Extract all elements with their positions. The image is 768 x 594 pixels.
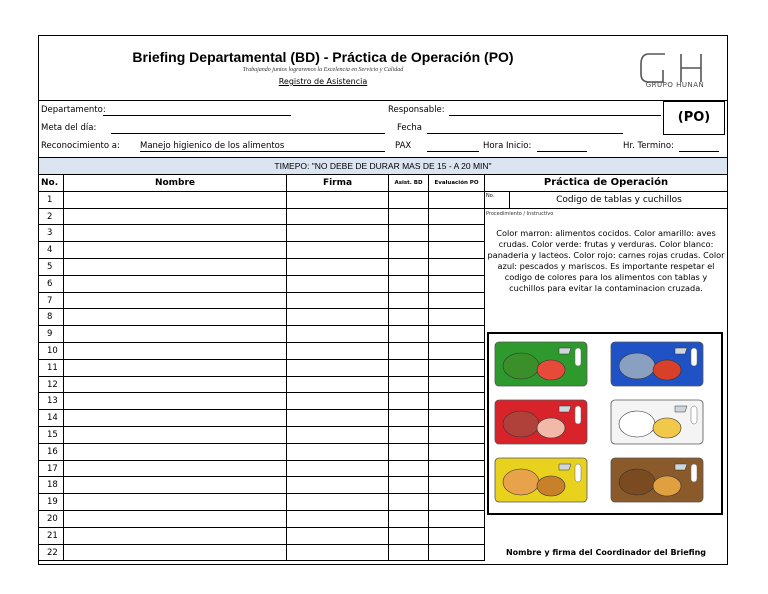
table-row bbox=[39, 477, 485, 494]
asist-cell[interactable] bbox=[389, 343, 429, 359]
practica-no-row bbox=[485, 192, 727, 209]
eval-cell[interactable] bbox=[429, 410, 485, 426]
nombre-cell[interactable] bbox=[64, 427, 287, 443]
table-row bbox=[39, 293, 485, 310]
nombre-cell[interactable] bbox=[64, 477, 287, 493]
row-number: 1 bbox=[39, 192, 64, 208]
fecha-field[interactable] bbox=[427, 133, 623, 134]
firma-cell[interactable] bbox=[287, 293, 389, 309]
firma-cell[interactable] bbox=[287, 545, 389, 561]
eval-cell[interactable] bbox=[429, 511, 485, 527]
po-box: (PO) bbox=[663, 101, 725, 135]
asist-cell[interactable] bbox=[389, 360, 429, 376]
eval-cell[interactable] bbox=[429, 528, 485, 544]
firma-cell[interactable] bbox=[287, 511, 389, 527]
nombre-cell[interactable] bbox=[64, 461, 287, 477]
eval-cell[interactable] bbox=[429, 477, 485, 493]
asist-cell[interactable] bbox=[389, 444, 429, 460]
header-firma: Firma bbox=[287, 175, 389, 191]
row-number: 15 bbox=[39, 427, 64, 443]
row-number: 5 bbox=[39, 259, 64, 275]
nombre-cell[interactable] bbox=[64, 259, 287, 275]
table-row bbox=[39, 461, 485, 478]
table-row bbox=[39, 225, 485, 242]
asist-cell[interactable] bbox=[389, 293, 429, 309]
hora-inicio-label: Hora Inicio: bbox=[483, 141, 532, 151]
firma-cell[interactable] bbox=[287, 528, 389, 544]
firma-cell[interactable] bbox=[287, 343, 389, 359]
asist-cell[interactable] bbox=[389, 494, 429, 510]
table-row bbox=[39, 326, 485, 343]
firma-cell[interactable] bbox=[287, 225, 389, 241]
nombre-cell[interactable] bbox=[64, 343, 287, 359]
nombre-cell[interactable] bbox=[64, 209, 287, 225]
firma-cell[interactable] bbox=[287, 360, 389, 376]
form-title: Briefing Departamental (BD) - Práctica de Operación (PO) bbox=[132, 49, 514, 65]
hora-inicio-field[interactable] bbox=[537, 151, 587, 152]
nombre-cell[interactable] bbox=[64, 444, 287, 460]
firma-cell[interactable] bbox=[287, 410, 389, 426]
nombre-cell[interactable] bbox=[64, 276, 287, 292]
eval-cell[interactable] bbox=[429, 293, 485, 309]
table-row bbox=[39, 528, 485, 545]
eval-cell[interactable] bbox=[429, 393, 485, 409]
eval-cell[interactable] bbox=[429, 360, 485, 376]
practica-no-label: No. bbox=[486, 193, 495, 199]
asist-cell[interactable] bbox=[389, 427, 429, 443]
asist-cell[interactable] bbox=[389, 528, 429, 544]
practica-description: Color marron: alimentos cocidos. Color amarillo: aves crudas. Color verde: frutas y verduras. Color blanco: panaderia y lacteos. Color rojo: carnes rojas crudas. Color azul: pescados y mariscos. Es importante respetar el codigo de colores para los alimentos con tablas y cuchillos para evitar la contaminacion cruzada. bbox=[487, 228, 725, 293]
table-row bbox=[39, 377, 485, 394]
procedimiento-label: Procedimiento / Instructivo bbox=[486, 211, 554, 217]
row-number: 4 bbox=[39, 242, 64, 258]
board-white bbox=[611, 400, 703, 444]
firma-cell[interactable] bbox=[287, 209, 389, 225]
eval-cell[interactable] bbox=[429, 192, 485, 208]
table-row bbox=[39, 209, 485, 226]
table-row bbox=[39, 276, 485, 293]
eval-cell[interactable] bbox=[429, 545, 485, 561]
practica-no-value: Codigo de tablas y cuchillos bbox=[509, 192, 728, 208]
firma-cell[interactable] bbox=[287, 326, 389, 342]
asist-cell[interactable] bbox=[389, 276, 429, 292]
board-blue bbox=[611, 342, 703, 386]
coordinador-signature-label: Nombre y firma del Coordinador del Briefing bbox=[505, 548, 707, 557]
asist-cell[interactable] bbox=[389, 192, 429, 208]
hr-termino-label: Hr. Termino: bbox=[623, 141, 674, 151]
firma-cell[interactable] bbox=[287, 444, 389, 460]
board-yellow bbox=[495, 458, 587, 502]
row-number: 20 bbox=[39, 511, 64, 527]
firma-cell[interactable] bbox=[287, 377, 389, 393]
eval-cell[interactable] bbox=[429, 427, 485, 443]
eval-cell[interactable] bbox=[429, 377, 485, 393]
row-number: 17 bbox=[39, 461, 64, 477]
responsable-label: Responsable: bbox=[388, 105, 445, 115]
asist-cell[interactable] bbox=[389, 511, 429, 527]
row-number: 11 bbox=[39, 360, 64, 376]
table-row bbox=[39, 393, 485, 410]
row-number: 21 bbox=[39, 528, 64, 544]
asist-cell[interactable] bbox=[389, 545, 429, 561]
nombre-cell[interactable] bbox=[64, 545, 287, 561]
table-row bbox=[39, 192, 485, 209]
hr-termino-field[interactable] bbox=[679, 151, 719, 152]
firma-cell[interactable] bbox=[287, 276, 389, 292]
table-row bbox=[39, 427, 485, 444]
nombre-cell[interactable] bbox=[64, 393, 287, 409]
row-number: 19 bbox=[39, 494, 64, 510]
asist-cell[interactable] bbox=[389, 410, 429, 426]
asist-cell[interactable] bbox=[389, 377, 429, 393]
nombre-cell[interactable] bbox=[64, 528, 287, 544]
asist-cell[interactable] bbox=[389, 242, 429, 258]
row-number: 7 bbox=[39, 293, 64, 309]
row-number: 13 bbox=[39, 393, 64, 409]
pax-field[interactable] bbox=[427, 151, 479, 152]
logo-text: GRUPO HUNAN bbox=[645, 81, 705, 89]
table-row bbox=[39, 444, 485, 461]
eval-cell[interactable] bbox=[429, 276, 485, 292]
practica-title: Práctica de Operación bbox=[485, 175, 727, 192]
eval-cell[interactable] bbox=[429, 444, 485, 460]
nombre-cell[interactable] bbox=[64, 225, 287, 241]
asist-cell[interactable] bbox=[389, 393, 429, 409]
registro-label: Registro de Asistencia bbox=[278, 77, 368, 86]
firma-cell[interactable] bbox=[287, 494, 389, 510]
row-number: 2 bbox=[39, 209, 64, 225]
row-number: 6 bbox=[39, 276, 64, 292]
table-row bbox=[39, 343, 485, 360]
header-asist: Asist. BD bbox=[389, 175, 429, 191]
asist-cell[interactable] bbox=[389, 477, 429, 493]
asist-cell[interactable] bbox=[389, 461, 429, 477]
table-row bbox=[39, 410, 485, 427]
header-no: No. bbox=[39, 175, 64, 191]
row-number: 12 bbox=[39, 377, 64, 393]
header-eval: Evaluación PO bbox=[429, 175, 485, 191]
nombre-cell[interactable] bbox=[64, 511, 287, 527]
departamento-label: Departamento: bbox=[41, 105, 106, 115]
table-row bbox=[39, 242, 485, 259]
row-number: 14 bbox=[39, 410, 64, 426]
cutting-boards-illustration bbox=[487, 332, 723, 515]
board-brown bbox=[611, 458, 703, 502]
board-red bbox=[495, 400, 587, 444]
departamento-field[interactable] bbox=[103, 115, 291, 116]
form-header bbox=[39, 36, 727, 101]
nombre-cell[interactable] bbox=[64, 326, 287, 342]
eval-cell[interactable] bbox=[429, 494, 485, 510]
eval-cell[interactable] bbox=[429, 343, 485, 359]
firma-cell[interactable] bbox=[287, 461, 389, 477]
table-row bbox=[39, 511, 485, 528]
eval-cell[interactable] bbox=[429, 461, 485, 477]
form-subtitle: Trabajando juntos lograremos la Excelencia en Servicio y Calidad bbox=[242, 67, 404, 73]
header-nombre: Nombre bbox=[64, 175, 287, 191]
cutting-boards-svg bbox=[489, 334, 721, 513]
table-row bbox=[39, 309, 485, 326]
nombre-cell[interactable] bbox=[64, 192, 287, 208]
nombre-cell[interactable] bbox=[64, 309, 287, 325]
practica-panel bbox=[485, 175, 727, 564]
asist-cell[interactable] bbox=[389, 209, 429, 225]
nombre-cell[interactable] bbox=[64, 494, 287, 510]
eval-cell[interactable] bbox=[429, 242, 485, 258]
table-row bbox=[39, 360, 485, 377]
firma-cell[interactable] bbox=[287, 477, 389, 493]
reconocimiento-value: Manejo higienico de los alimentos bbox=[140, 141, 285, 151]
table-row bbox=[39, 259, 485, 276]
eval-cell[interactable] bbox=[429, 259, 485, 275]
firma-cell[interactable] bbox=[287, 259, 389, 275]
row-number: 3 bbox=[39, 225, 64, 241]
table-row bbox=[39, 494, 485, 511]
eval-cell[interactable] bbox=[429, 326, 485, 342]
firma-cell[interactable] bbox=[287, 192, 389, 208]
meta-label: Meta del día: bbox=[41, 123, 97, 133]
nombre-cell[interactable] bbox=[64, 293, 287, 309]
fecha-label: Fecha bbox=[397, 123, 422, 133]
asist-cell[interactable] bbox=[389, 326, 429, 342]
nombre-cell[interactable] bbox=[64, 377, 287, 393]
row-number: 8 bbox=[39, 309, 64, 325]
row-number: 18 bbox=[39, 477, 64, 493]
table-row bbox=[39, 545, 485, 562]
row-number: 22 bbox=[39, 545, 64, 561]
firma-cell[interactable] bbox=[287, 393, 389, 409]
time-banner: TIMEPO: "NO DEBE DE DURAR MAS DE 15 - A 20 MIN" bbox=[39, 157, 727, 175]
eval-cell[interactable] bbox=[429, 225, 485, 241]
eval-cell[interactable] bbox=[429, 309, 485, 325]
reconocimiento-field[interactable] bbox=[140, 151, 385, 152]
attendance-form bbox=[38, 35, 728, 565]
pax-label: PAX bbox=[395, 141, 412, 151]
firma-cell[interactable] bbox=[287, 309, 389, 325]
row-number: 9 bbox=[39, 326, 64, 342]
board-green bbox=[495, 342, 587, 386]
row-number: 16 bbox=[39, 444, 64, 460]
table-header-row bbox=[39, 175, 485, 192]
firma-cell[interactable] bbox=[287, 427, 389, 443]
meta-field[interactable] bbox=[111, 133, 385, 134]
nombre-cell[interactable] bbox=[64, 360, 287, 376]
responsable-field[interactable] bbox=[449, 115, 661, 116]
asist-cell[interactable] bbox=[389, 309, 429, 325]
eval-cell[interactable] bbox=[429, 209, 485, 225]
row-number: 10 bbox=[39, 343, 64, 359]
nombre-cell[interactable] bbox=[64, 410, 287, 426]
firma-cell[interactable] bbox=[287, 242, 389, 258]
reconocimiento-label: Reconocimiento a: bbox=[41, 141, 120, 151]
asist-cell[interactable] bbox=[389, 225, 429, 241]
nombre-cell[interactable] bbox=[64, 242, 287, 258]
asist-cell[interactable] bbox=[389, 259, 429, 275]
